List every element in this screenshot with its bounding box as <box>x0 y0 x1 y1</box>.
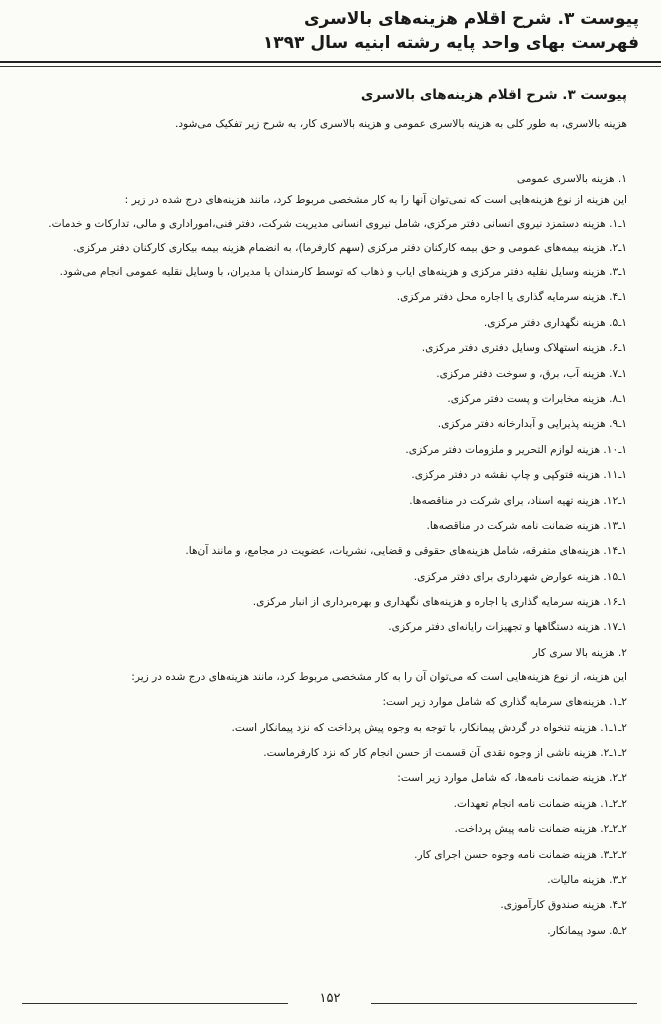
list-item: ۲ـ۳. هزینه مالیات. <box>547 873 627 886</box>
list-item: ۱ـ۱. هزینه دستمزد نیروی انسانی دفتر مرکزی، شامل نیروی انسانی مدیریت شرکت، دفتر فنی،اموراداری و مالی، تدارکات و خدمات. <box>48 218 627 230</box>
list-item: ۱ـ۱۲. هزینه تهیه اسناد، برای شرکت در مناقصه‌ها. <box>409 494 627 507</box>
list-item: ۱ـ۸. هزینه مخابرات و پست دفتر مرکزی. <box>447 392 627 405</box>
list-item: ۱ـ۵. هزینه نگهداری دفتر مرکزی. <box>483 316 627 329</box>
list-item: ۱ـ۲. هزینه بیمه‌های عمومی و حق بیمه کارکنان دفتر مرکزی (سهم کارفرما)، به انضمام هزینه بیمه بیکاری کارکنان دفتر مرکزی. <box>73 242 627 254</box>
intro-paragraph: هزینه بالاسری، به طور کلی به هزینه بالاسری عمومی و هزینه بالاسری کار، به شرح زیر تفکیک می‌شود. <box>174 118 627 130</box>
list-item: ۲ـ۲. هزینه ضمانت نامه‌ها، که شامل موارد زیر است: <box>397 772 627 785</box>
list-item: ۱ـ۱۶. هزینه سرمایه گذاری یا اجاره و هزینه‌های نگهداری و بهره‌برداری از انبار مرکزی. <box>252 596 627 609</box>
list-item: ۲ـ۴. هزینه صندوق کارآموزی. <box>500 899 627 912</box>
list-item: ۲ـ۱ـ۱. هزینه تنخواه در گردش پیمانکار، با توجه به وجوه پیش پرداخت که نزد پیمانکار است. <box>231 721 627 734</box>
list-item: ۱ـ۱۴. هزینه‌های متفرقه، شامل هزینه‌های حقوقی و قضایی، نشریات، عضویت در مجامع، و مانند آن‌ها. <box>185 545 627 558</box>
list-item: ۲ـ۲ـ۳. هزینه ضمانت نامه وجوه حسن اجرای کار. <box>414 848 627 861</box>
list-item: ۱ـ۱۳. هزینه ضمانت نامه شرکت در مناقصه‌ها. <box>426 519 627 532</box>
heading-general-overhead: ۱. هزینه بالاسری عمومی <box>516 173 627 185</box>
list-item: ۱ـ۴. هزینه سرمایه گذاری یا اجاره محل دفتر مرکزی. <box>396 291 627 304</box>
heading-work-overhead: ۲. هزینه بالا سری کار <box>532 646 627 659</box>
page-body <box>22 85 627 938</box>
footer-rule-left <box>22 1003 288 1004</box>
footer-rule-right <box>371 1003 637 1004</box>
list-item: ۱ـ۱۷. هزینه دستگاهها و تجهیزات رایانه‌ای دفتر مرکزی. <box>388 621 627 634</box>
general-overhead-definition: این هزینه از نوع هزینه‌هایی است که نمی‌توان آنها را به کار مشخصی مربوط کرد، مانند هزینه‌های درج شده در زیر : <box>124 194 627 206</box>
list-item: ۱ـ۱۰. هزینه لوازم التحریر و ملزومات دفتر مرکزی. <box>405 443 627 456</box>
page-number: ۱۵۲ <box>319 991 341 1006</box>
list-item: ۲ـ۱ـ۲. هزینه ناشی از وجوه نقدی آن قسمت از حسن انجام کار که نزد کارفرماست. <box>263 747 627 760</box>
list-item: ۱ـ۹. هزینه پذیرایی و آبدارخانه دفتر مرکزی. <box>437 418 627 431</box>
section-title: پیوست ۳. شرح اقلام هزینه‌های بالاسری <box>360 87 627 103</box>
header-rule <box>0 61 661 63</box>
work-overhead-definition: این هزینه، از نوع هزینه‌هایی است که می‌توان آن را به کار مشخصی مربوط کرد، مانند هزینه‌های درج شده در زیر: <box>131 670 627 683</box>
header-title: پیوست ۳. شرح اقلام هزینه‌های بالاسری <box>303 9 639 29</box>
page-header <box>20 8 639 54</box>
list-item: ۲ـ۲ـ۱. هزینه ضمانت نامه انجام تعهدات. <box>453 797 627 810</box>
list-item: ۲ـ۲ـ۲. هزینه ضمانت نامه پیش پرداخت. <box>454 823 627 836</box>
header-rule-thin <box>0 66 661 67</box>
list-item: ۱ـ۱۵. هزینه عوارض شهرداری برای دفتر مرکزی. <box>413 570 627 583</box>
list-item: ۲ـ۵. سود پیمانکار. <box>547 924 627 937</box>
list-item: ۱ـ۱۱. هزینه فتوکپی و چاپ نقشه در دفتر مرکزی. <box>411 469 627 482</box>
list-item: ۲ـ۱. هزینه‌های سرمایه گذاری که شامل موارد زیر است: <box>382 696 627 709</box>
list-item: ۱ـ۷. هزینه آب، برق، و سوخت دفتر مرکزی. <box>436 367 627 380</box>
header-subtitle: فهرست بهای واحد پایه رشته ابنیه سال ۱۳۹۳ <box>262 33 639 53</box>
list-item: ۱ـ۶. هزینه استهلاک وسایل دفتری دفتر مرکزی. <box>421 342 627 355</box>
list-item: ۱ـ۳. هزینه وسایل نقلیه دفتر مرکزی و هزینه‌های ایاب و ذهاب که توسط کارمندان یا مدیران، با وسایل نقلیه عمومی انجام می‌شود. <box>59 266 627 278</box>
